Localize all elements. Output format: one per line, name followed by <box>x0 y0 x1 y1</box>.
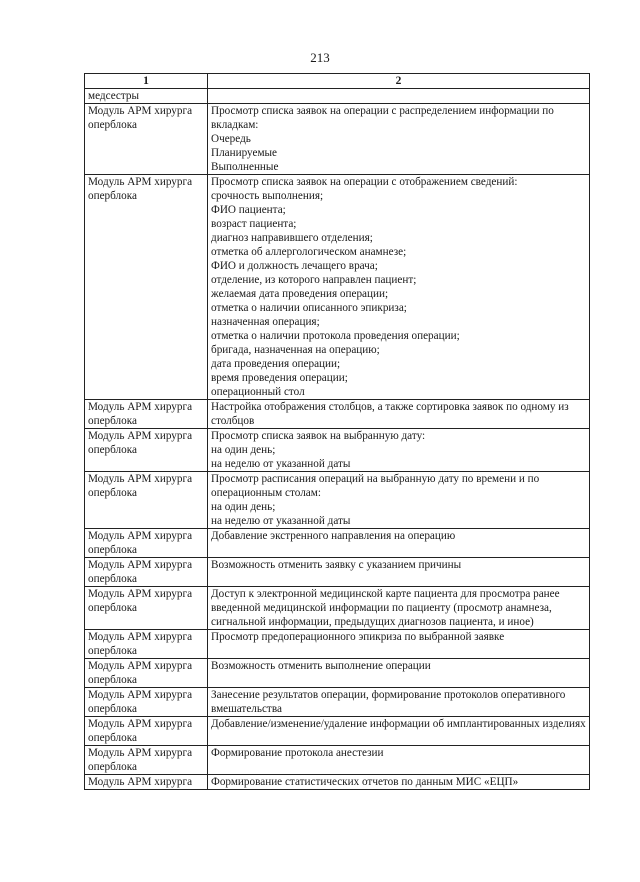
table-row <box>85 746 590 775</box>
function-line: Просмотр списка заявок на операции с распределением информации по вкладкам: <box>211 105 554 131</box>
table-row <box>85 175 590 400</box>
requirements-table <box>84 73 590 790</box>
function-line: время проведения операции; <box>211 372 348 384</box>
function-line: Доступ к электронной медицинской карте пациента для просмотра ранее введенной медицинской информации по пациенту (просмотр анамнеза, сигнальной информации, предыдущих диагнозов пациента, и иное) <box>211 588 560 628</box>
module-cell: Модуль АРМ хирурга оперблока <box>85 717 208 746</box>
table-row <box>85 104 590 175</box>
function-line: на неделю от указанной даты <box>211 458 351 470</box>
column-header-1: 1 <box>85 74 208 89</box>
function-line: Просмотр списка заявок на операции с отображением сведений: <box>211 176 518 188</box>
function-cell <box>208 400 590 429</box>
function-line: назначенная операция; <box>211 316 320 328</box>
table-row <box>85 688 590 717</box>
function-line: отметка о наличии протокола проведения операции; <box>211 330 460 342</box>
module-cell: медсестры <box>85 89 208 104</box>
function-line: Добавление/изменение/удаление информации об имплантированных изделиях <box>211 718 586 730</box>
module-cell: Модуль АРМ хирурга оперблока <box>85 472 208 529</box>
table-body <box>85 89 590 790</box>
function-line: срочность выполнения; <box>211 190 324 202</box>
table-row <box>85 659 590 688</box>
function-line <box>211 89 586 103</box>
function-cell <box>208 746 590 775</box>
function-line: возраст пациента; <box>211 218 297 230</box>
module-cell: Модуль АРМ хирурга оперблока <box>85 400 208 429</box>
function-line: желаемая дата проведения операции; <box>211 288 389 300</box>
function-line: отделение, из которого направлен пациент; <box>211 274 417 286</box>
table-header-row <box>85 74 590 89</box>
function-line: Возможность отменить заявку с указанием причины <box>211 559 462 571</box>
function-cell <box>208 89 590 104</box>
function-cell <box>208 558 590 587</box>
function-line: Возможность отменить выполнение операции <box>211 660 431 672</box>
function-line: диагноз направившего отделения; <box>211 232 373 244</box>
function-line: Формирование протокола анестезии <box>211 747 384 759</box>
function-line: ФИО пациента; <box>211 204 286 216</box>
table-row <box>85 587 590 630</box>
function-line: дата проведения операции; <box>211 358 341 370</box>
function-cell <box>208 529 590 558</box>
function-line: операционный стол <box>211 386 305 398</box>
function-line: Занесение результатов операции, формирование протоколов оперативного вмешательства <box>211 689 566 715</box>
function-line: на один день; <box>211 501 276 513</box>
function-cell <box>208 472 590 529</box>
function-line: Просмотр предоперационного эпикриза по выбранной заявке <box>211 631 505 643</box>
table-row <box>85 400 590 429</box>
module-cell: Модуль АРМ хирурга оперблока <box>85 529 208 558</box>
function-cell <box>208 587 590 630</box>
function-cell <box>208 775 590 790</box>
function-cell <box>208 717 590 746</box>
module-cell: Модуль АРМ хирурга оперблока <box>85 688 208 717</box>
column-header-2: 2 <box>208 74 590 89</box>
function-line: Формирование статистических отчетов по данным МИС «ЕЦП» <box>211 776 519 788</box>
table-row <box>85 717 590 746</box>
function-line: Настройка отображения столбцов, а также сортировка заявок по одному из столбцов <box>211 401 569 427</box>
function-line: Выполненные <box>211 161 279 173</box>
module-cell: Модуль АРМ хирурга оперблока <box>85 630 208 659</box>
table-row <box>85 775 590 790</box>
function-cell <box>208 630 590 659</box>
function-cell <box>208 104 590 175</box>
function-line: ФИО и должность лечащего врача; <box>211 260 378 272</box>
function-line: Очередь <box>211 133 251 145</box>
module-cell: Модуль АРМ хирурга оперблока <box>85 175 208 400</box>
table-row <box>85 558 590 587</box>
table-row <box>85 89 590 104</box>
function-line: бригада, назначенная на операцию; <box>211 344 380 356</box>
function-cell <box>208 429 590 472</box>
module-cell: Модуль АРМ хирурга оперблока <box>85 587 208 630</box>
module-cell: Модуль АРМ хирурга оперблока <box>85 558 208 587</box>
function-line: Просмотр расписания операций на выбранную дату по времени и по операционным столам: <box>211 473 540 499</box>
table-row <box>85 429 590 472</box>
function-cell <box>208 688 590 717</box>
function-line: Планируемые <box>211 147 278 159</box>
function-line: на неделю от указанной даты <box>211 515 351 527</box>
function-cell <box>208 659 590 688</box>
function-line: отметка об аллергологическом анамнезе; <box>211 246 407 258</box>
module-cell: Модуль АРМ хирурга оперблока <box>85 104 208 175</box>
function-line: Добавление экстренного направления на операцию <box>211 530 456 542</box>
table-row <box>85 630 590 659</box>
module-cell: Модуль АРМ хирурга <box>85 775 208 790</box>
module-cell: Модуль АРМ хирурга оперблока <box>85 659 208 688</box>
page-number: 213 <box>310 50 330 65</box>
function-line: на один день; <box>211 444 276 456</box>
function-line: Просмотр списка заявок на выбранную дату: <box>211 430 426 442</box>
table-row <box>85 529 590 558</box>
function-line: отметка о наличии описанного эпикриза; <box>211 302 407 314</box>
table-row <box>85 472 590 529</box>
function-cell <box>208 175 590 400</box>
module-cell: Модуль АРМ хирурга оперблока <box>85 746 208 775</box>
module-cell: Модуль АРМ хирурга оперблока <box>85 429 208 472</box>
